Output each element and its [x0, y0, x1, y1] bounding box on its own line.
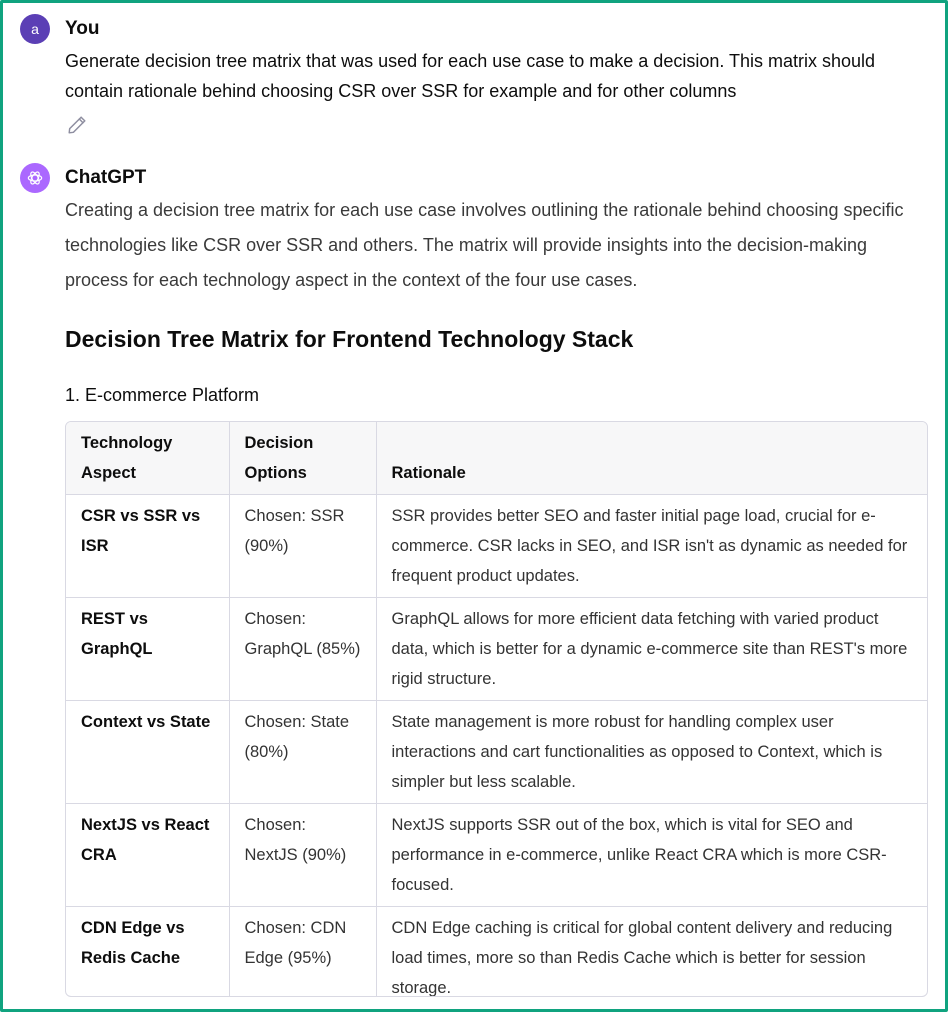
table-row: [66, 701, 927, 804]
user-message-text: Generate decision tree matrix that was used for each use case to make a decision. This matrix should contain rationale behind choosing CSR over SSR for example and for other columns: [65, 51, 876, 101]
user-avatar-letter: a: [31, 21, 39, 37]
rationale-cell: SSR provides better SEO and faster initial page load, crucial for e-commerce. CSR lacks in SEO, and ISR isn't as dynamic as needed for frequent product updates.: [376, 495, 927, 598]
table-row: [66, 804, 927, 907]
rationale-cell: NextJS supports SSR out of the box, which is vital for SEO and performance in e-commerce, unlike React CRA which is more CSR-focused.: [376, 804, 927, 907]
pencil-icon[interactable]: [66, 114, 88, 136]
user-avatar: [20, 14, 50, 44]
table-row: [66, 495, 927, 598]
table-header-row: [66, 422, 927, 495]
rationale-cell: State management is more robust for handling complex user interactions and cart functionalities as opposed to Context, which is simpler but less scalable.: [376, 701, 927, 804]
openai-logo-icon: [20, 163, 50, 193]
decision-option-cell: Chosen: State (80%): [229, 701, 376, 804]
use-case-title: 1. E-commerce Platform: [65, 385, 260, 405]
assistant-author-name: ChatGPT: [65, 167, 147, 188]
column-header: Rationale: [376, 422, 927, 495]
technology-aspect-cell: Context vs State: [66, 701, 229, 804]
rationale-cell: GraphQL allows for more efficient data fetching with varied product data, which is better for a dynamic e-commerce site than REST's more rigid structure.: [376, 598, 927, 701]
decision-option-cell: Chosen: CDN Edge (95%): [229, 907, 376, 998]
user-message: [20, 0, 928, 150]
technology-aspect-cell: NextJS vs React CRA: [66, 804, 229, 907]
assistant-intro-text: Creating a decision tree matrix for each use case involves outlining the rationale behind choosing specific technologies like CSR over SSR and others. The matrix will provide insights into the decision-making process for each technology aspect in the context of the four use cases.: [65, 200, 904, 290]
user-author-name: You: [65, 18, 100, 39]
decision-matrix-table: [65, 421, 928, 997]
rationale-cell: CDN Edge caching is critical for global content delivery and reducing load times, more so than Redis Cache which is better for session storage.: [391, 919, 893, 997]
decision-option-cell: Chosen: NextJS (90%): [229, 804, 376, 907]
decision-option-cell: Chosen: GraphQL (85%): [229, 598, 376, 701]
table-row: [66, 907, 927, 998]
technology-aspect-cell: REST vs GraphQL: [66, 598, 229, 701]
technology-aspect-cell: CDN Edge vs Redis Cache: [66, 907, 229, 998]
technology-aspect-cell: CSR vs SSR vs ISR: [66, 495, 229, 598]
column-header: Technology Aspect: [66, 422, 229, 495]
column-header: Decision Options: [229, 422, 376, 495]
matrix-heading: Decision Tree Matrix for Frontend Technology Stack: [65, 326, 634, 352]
table-row: [66, 598, 927, 701]
decision-option-cell: Chosen: SSR (90%): [229, 495, 376, 598]
